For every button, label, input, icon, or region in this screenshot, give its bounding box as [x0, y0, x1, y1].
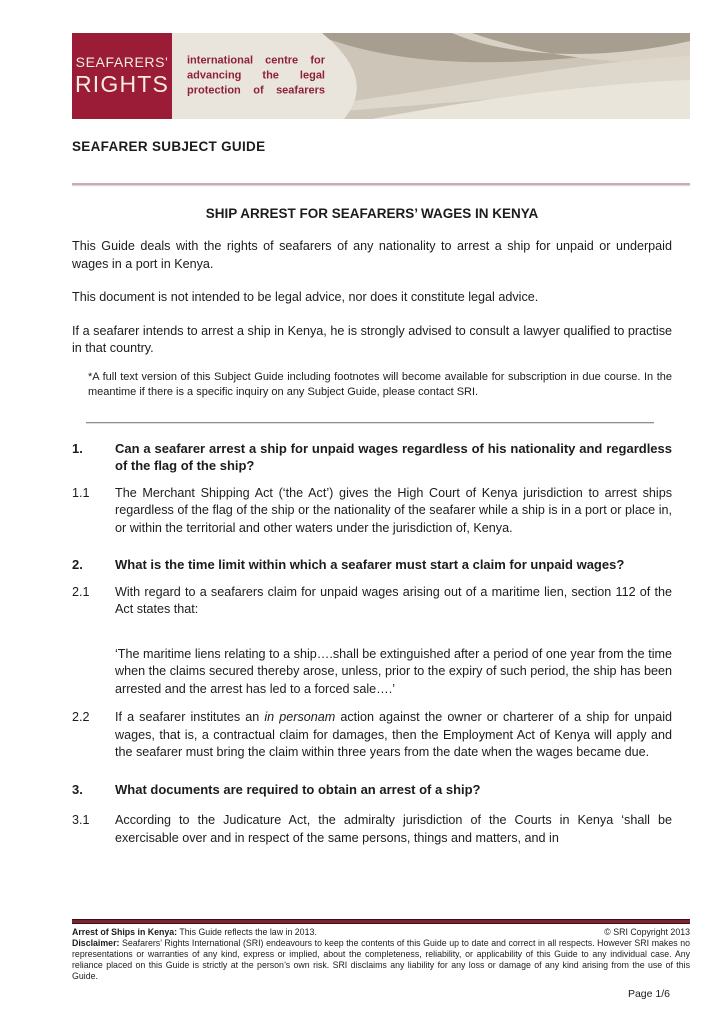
statute-quote: ‘The maritime liens relating to a ship….shall be extinguished after a period of one year from the time when the claims secured thereby arose, unless, prior to the expiry of such period, the ship has been arrested and the arrest has led to a forced sale….’ [115, 646, 672, 696]
logo-text-rights: RIGHTS [74, 71, 170, 97]
footer-disclaimer [72, 938, 690, 982]
header-band-graphic [172, 33, 690, 119]
section-number: 3. [72, 781, 83, 797]
clause-number: 1.1 [72, 485, 90, 500]
footer-law-label: Arrest of Ships in Kenya: [72, 927, 178, 937]
section-number: 2. [72, 557, 83, 572]
footer-law-text: This Guide reflects the law in 2013. [177, 927, 317, 937]
clause-text-post: action against the owner or charterer of a ship for unpaid wages, that is, a contractual claim for damages, then the Employment Act of Kenya will apply and the seafarer must bring the claim within three years from the date when the wages became due. [115, 710, 672, 759]
subscription-note: *A full text version of this Subject Guide including footnotes will become available for subscription in due course. In the meantime if there is a specific inquiry on any Subject Guide, please contact SRI. [88, 370, 672, 398]
logo-text-seafarers: SEAFARERS' [75, 54, 169, 70]
page-title: SHIP ARREST FOR SEAFARERS’ WAGES IN KENYA [205, 206, 539, 221]
disclaimer-text: Seafarers’ Rights International (SRI) endeavours to keep the contents of this Guide up to date and correct in all respects. However SRI makes no representations or warranties of any kind, express or implied, about the completeness, reliability, or applicability of this Guide to any individual case. Any reliance placed on this Guide is strictly at the person’s own risk. SRI disclaims any liability for any loss or damage of any kind arising from the use of this Guide. [72, 938, 690, 981]
section-1-heading [72, 440, 672, 475]
clause-number: 2.1 [72, 584, 90, 599]
tagline-line: protection of seafarers [187, 84, 325, 97]
divider-gray [86, 422, 654, 423]
clause-number: 3.1 [72, 813, 90, 827]
intro-paragraph: If a seafarer intends to arrest a ship in Kenya, he is strongly advised to consult a lawyer qualified to practise in that country. [72, 323, 672, 355]
header-band [72, 33, 690, 119]
sections-block [72, 440, 672, 848]
clause-text-pre: If a seafarer institutes an [115, 710, 265, 724]
intro-block [0, 238, 723, 358]
footer-law-line [72, 927, 690, 938]
section-number: 1. [72, 440, 83, 456]
clause-text [115, 709, 672, 762]
section-heading-text: Can a seafarer arrest a ship for unpaid wages regardless of his nationality and regardless of the flag of the ship? [115, 440, 672, 473]
disclaimer-label: Disclaimer: [72, 938, 120, 948]
page-footer [72, 919, 690, 1000]
section-heading-text: What is the time limit within which a seafarer must start a claim for unpaid wages? [115, 557, 625, 572]
intro-paragraph: This document is not intended to be legal advice, nor does it constitute legal advice. [72, 290, 539, 304]
section-heading-text: What documents are required to obtain an arrest of a ship? [115, 781, 481, 797]
sri-logo [72, 33, 172, 119]
clause-2-2 [72, 709, 672, 762]
clause-1-1 [72, 485, 672, 538]
tagline-line: international centre for [187, 54, 325, 67]
clause-3-1 [72, 812, 672, 847]
latin-term: in personam [264, 710, 336, 724]
divider-pink [72, 183, 690, 185]
intro-paragraph: This Guide deals with the rights of seafarers of any nationality to arrest a ship for unpaid or underpaid wages in a port in Kenya. [72, 239, 672, 271]
clause-text: The Merchant Shipping Act (‘the Act’) gives the High Court of Kenya jurisdiction to arrest ships regardless of the flag of the ship or the nationality of the seafarer while a ship is in a port or place in, or within the territorial and other waters under the jurisdiction of, Kenya. [115, 485, 672, 535]
footer-rule-bar [72, 919, 690, 924]
clause-text: According to the Judicature Act, the admiralty jurisdiction of the Courts in Kenya ‘shall be exercisable over and in respect of the same persons, things and matters, and in [115, 813, 672, 845]
section-2-heading [72, 556, 672, 574]
sri-tagline [187, 54, 325, 99]
clause-2-1 [72, 584, 672, 619]
section-3-heading [72, 781, 672, 799]
guide-kicker: SEAFARER SUBJECT GUIDE [72, 139, 266, 154]
page-number: Page 1/6 [627, 988, 670, 1000]
clause-text: With regard to a seafarers claim for unpaid wages arising out of a maritime lien, section 112 of the Act states that: [115, 584, 672, 616]
tagline-line: advancing the legal [187, 69, 325, 82]
footer-law [72, 927, 317, 938]
clause-number: 2.2 [72, 710, 90, 724]
copyright-notice: © SRI Copyright 2013 [604, 927, 690, 937]
